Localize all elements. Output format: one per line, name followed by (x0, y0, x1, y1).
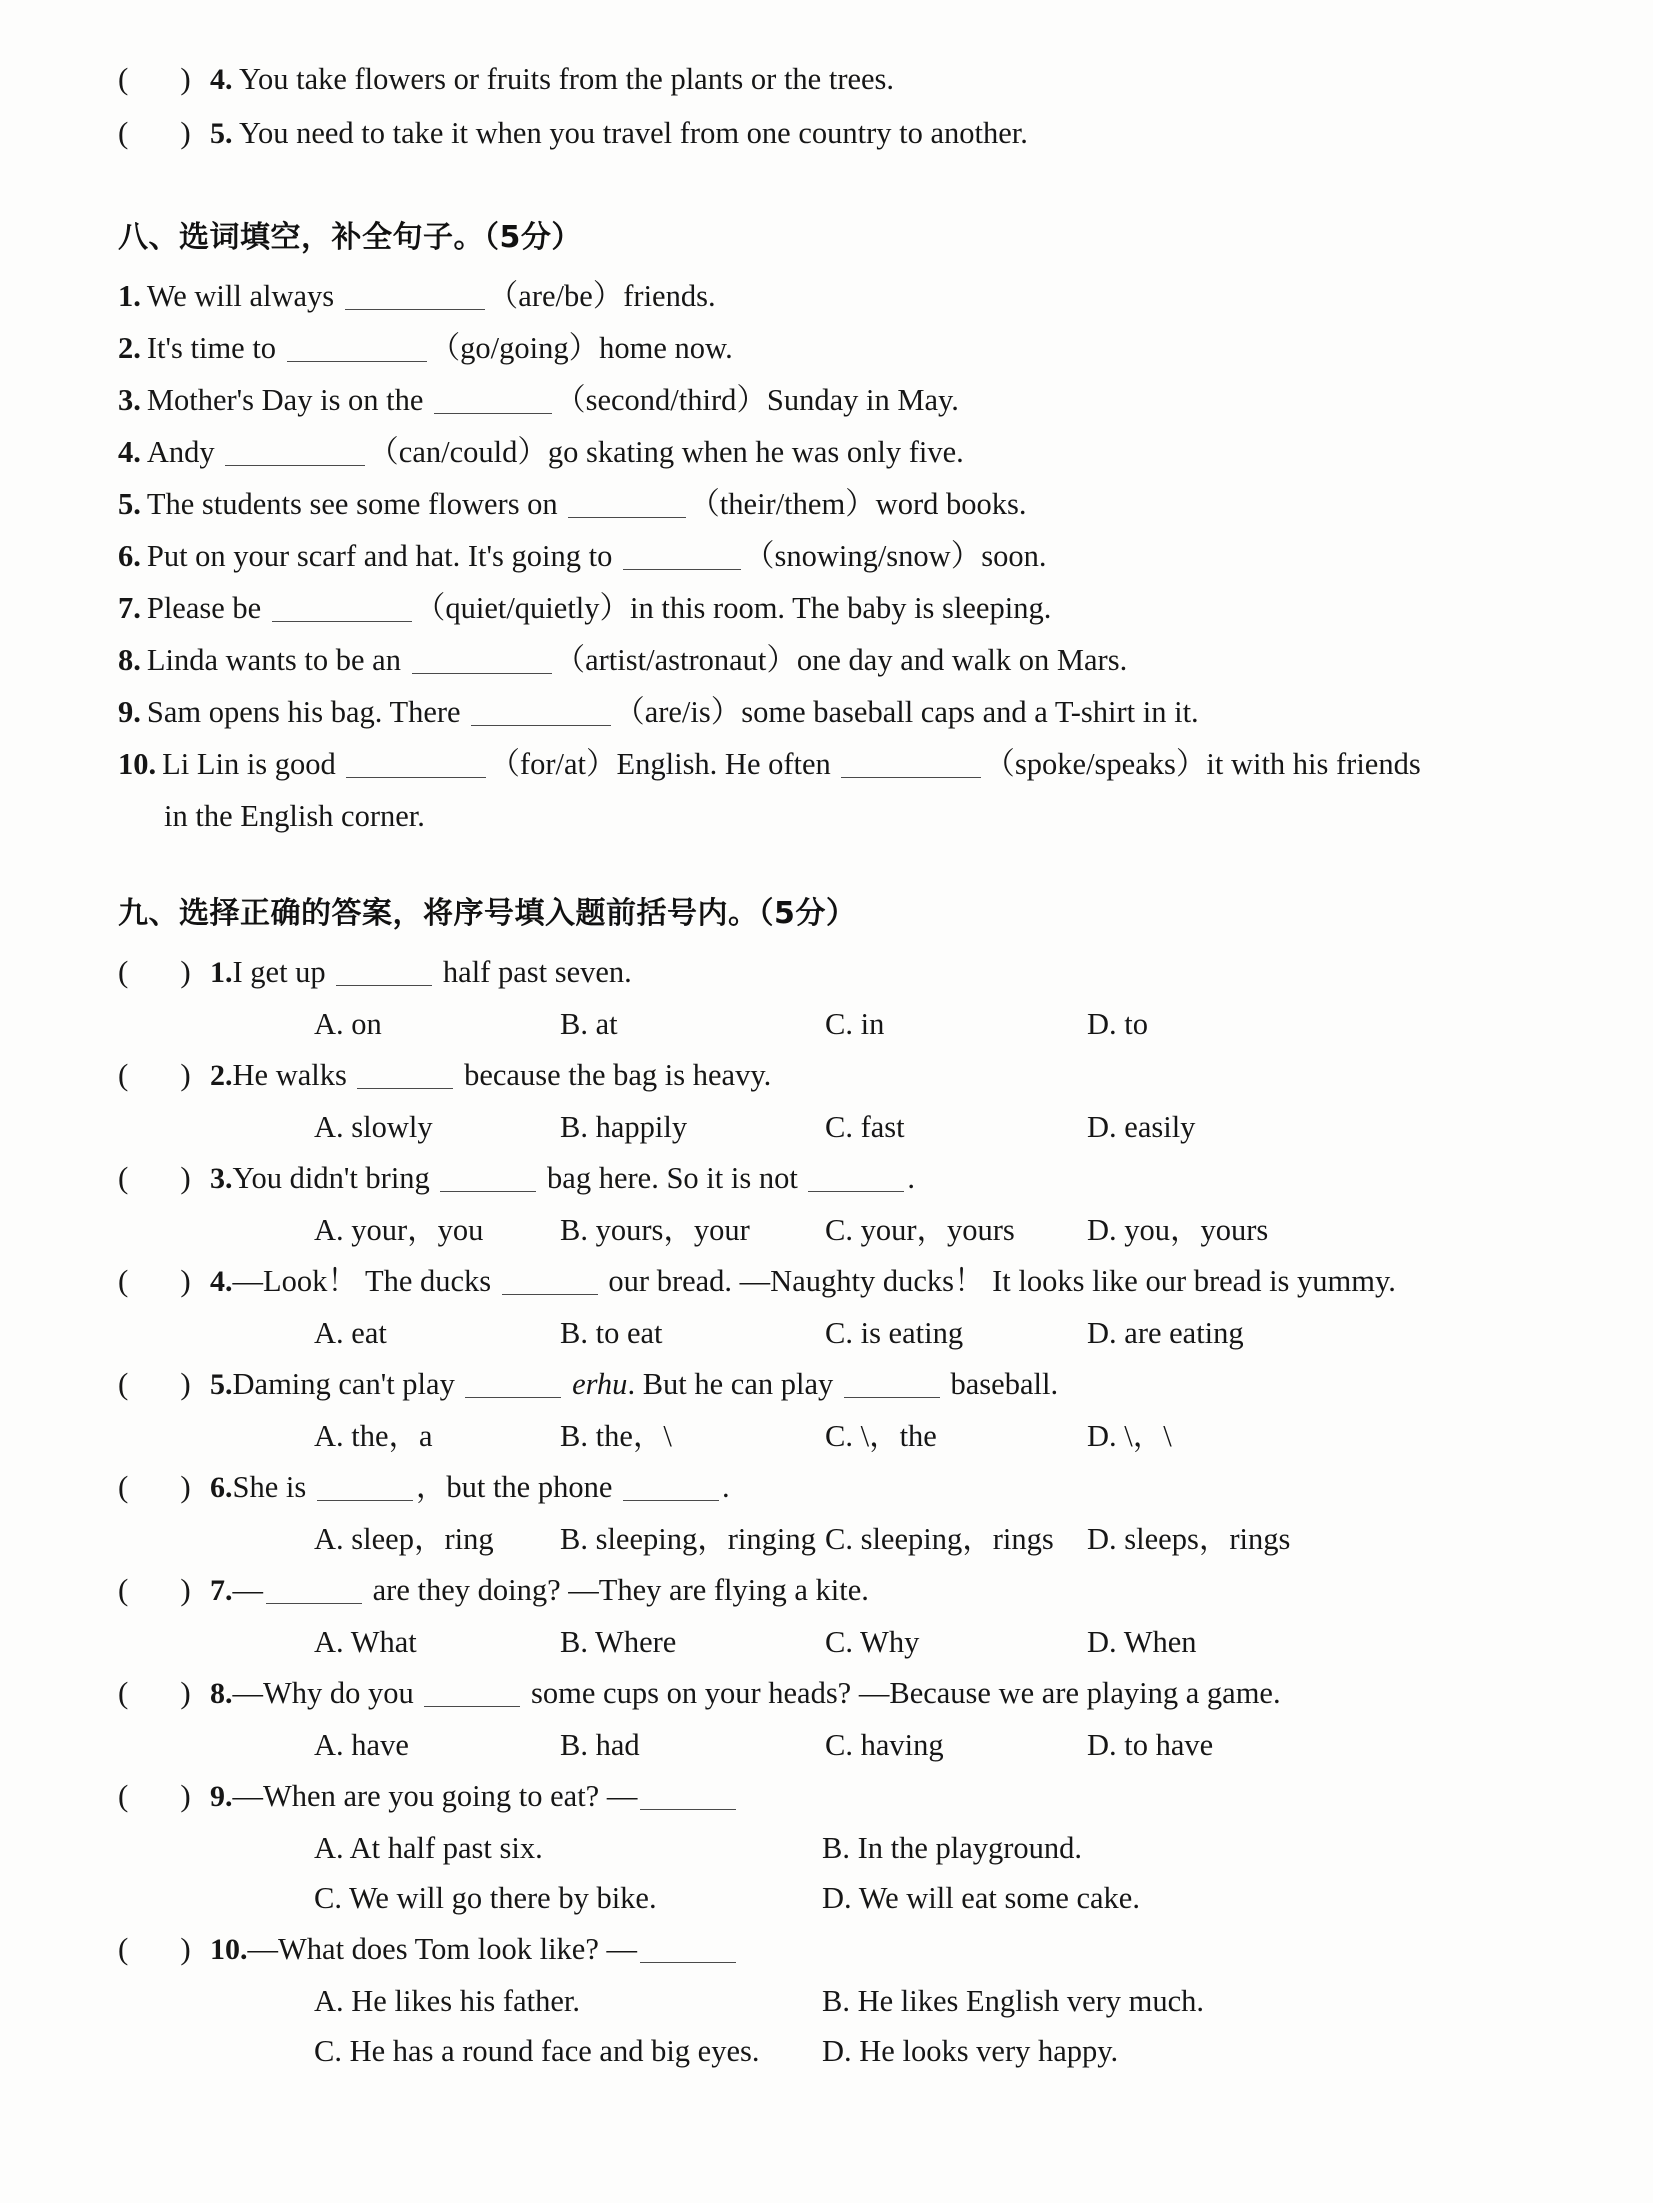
text-run: bag here. So it is not (539, 1161, 806, 1195)
text-run: . But he can play (627, 1367, 841, 1401)
text-run: （are/is）some baseball caps and a T-shirt in it. (614, 695, 1199, 729)
text-run: I get up (232, 955, 334, 989)
text-run: She is (232, 1470, 314, 1504)
answer-blank[interactable] (440, 1165, 536, 1192)
answer-blank[interactable] (502, 1268, 598, 1295)
item-number: 8. (118, 643, 141, 677)
text-run: （second/third）Sunday in May. (555, 383, 959, 417)
question-number: 5. (210, 1368, 233, 1401)
text-run: He walks (232, 1058, 355, 1092)
option-choice[interactable]: A. sleep，ring (314, 1522, 494, 1556)
option-choice[interactable]: D. you，yours (1087, 1213, 1269, 1247)
choice-question (118, 1358, 1558, 1411)
section-9-heading: 九、选择正确的答案，将序号填入题前括号内。（5分） (118, 896, 857, 931)
fill-blank-item (118, 634, 1558, 686)
page-content (118, 52, 1558, 2076)
option-row (118, 1102, 1558, 1152)
text-run: （can/could）go skating when he was only five. (368, 435, 964, 469)
text-run: Daming can't play (232, 1367, 463, 1401)
fill-blank-item (118, 582, 1558, 634)
question-number: 6. (210, 1471, 233, 1504)
option-choice[interactable]: D. We will eat some cake. (822, 1881, 1140, 1915)
judge-item (118, 106, 1558, 160)
answer-blank[interactable] (287, 335, 427, 362)
option-choice[interactable]: D. He looks very happy. (822, 2034, 1119, 2068)
text-run: our bread. —Naughty ducks！ It looks like our bread is yummy. (600, 1264, 1396, 1298)
question-stem (233, 1770, 740, 1822)
fill-blank-item (118, 374, 1558, 426)
text-run: some cups on your heads? —Because we are playing a game. (523, 1676, 1281, 1710)
item-number: 5. (210, 117, 233, 150)
answer-bracket[interactable]: ( ) (118, 1572, 191, 1607)
option-choice[interactable]: A. slowly (314, 1110, 433, 1144)
option-choice[interactable]: D. \，\ (1087, 1419, 1172, 1453)
text-run (564, 1367, 572, 1401)
text-run: Andy (146, 435, 223, 469)
answer-blank[interactable] (808, 1165, 904, 1192)
answer-blank[interactable] (841, 751, 981, 778)
item-number: 4. (118, 435, 141, 469)
option-row (118, 1205, 1558, 1255)
option-choice[interactable]: C. He has a round face and big eyes. (314, 2034, 760, 2068)
judge-item (118, 52, 1558, 106)
text-run: Linda wants to be an (146, 643, 409, 677)
item-number: 6. (118, 539, 141, 573)
question-number: 4. (210, 1265, 233, 1298)
answer-blank[interactable] (336, 959, 432, 986)
option-choice[interactable]: A. What (314, 1625, 417, 1659)
option-choice[interactable]: C. \，the (825, 1419, 937, 1453)
question-number: 9. (210, 1780, 233, 1813)
fill-blank-item (118, 426, 1558, 478)
text-run: You didn't bring (232, 1161, 438, 1195)
text-run: （spoke/speaks）it with his friends (984, 747, 1421, 781)
option-row (118, 1873, 1558, 1923)
option-choice[interactable]: B. Where (560, 1625, 677, 1659)
item-number: 7. (118, 591, 141, 625)
answer-blank[interactable] (272, 595, 412, 622)
option-choice[interactable]: D. easily (1087, 1110, 1196, 1144)
item-text: You take flowers or fruits from the plants or the trees. (232, 62, 895, 96)
question-stem (233, 946, 632, 998)
text-run: Put on your scarf and hat. It's going to (146, 539, 620, 573)
text-run: —What does Tom look like? — (247, 1932, 638, 1966)
option-choice[interactable]: A. on (314, 1007, 382, 1041)
answer-bracket[interactable]: ( ) (118, 1057, 191, 1092)
option-choice[interactable]: C. in (825, 1007, 885, 1041)
answer-bracket[interactable]: ( ) (118, 1778, 191, 1813)
text-run: because the bag is heavy. (456, 1058, 772, 1092)
section-8-heading: 八、选词填空，补全句子。（5分） (118, 220, 582, 255)
answer-blank[interactable] (568, 491, 686, 518)
choice-question (118, 1152, 1558, 1205)
option-row (118, 999, 1558, 1049)
option-row (118, 1308, 1558, 1358)
text-run: （snowing/snow）soon. (743, 539, 1047, 573)
text-run: ，but the phone (415, 1470, 620, 1504)
question-stem (233, 1152, 916, 1204)
option-row (118, 1514, 1558, 1564)
choice-question (118, 1049, 1558, 1102)
carryover-items (118, 52, 1558, 160)
item-number: 5. (118, 487, 141, 521)
answer-blank[interactable] (640, 1936, 736, 1963)
text-run: Sam opens his bag. There (146, 695, 469, 729)
option-choice[interactable]: A. eat (314, 1316, 387, 1350)
text-run: half past seven. (435, 955, 632, 989)
option-row (118, 1823, 1558, 1873)
option-choice[interactable]: D. to have (1087, 1728, 1214, 1762)
answer-blank[interactable] (225, 439, 365, 466)
choice-question (118, 1255, 1558, 1308)
text-run: The students see some flowers on (146, 487, 566, 521)
text-run: are they doing? —They are flying a kite. (365, 1573, 869, 1607)
option-choice[interactable]: D. When (1087, 1625, 1197, 1659)
question-number: 1. (210, 956, 233, 989)
answer-blank[interactable] (266, 1577, 362, 1604)
option-choice[interactable]: B. the，\ (560, 1419, 672, 1453)
item-number: 3. (118, 383, 141, 417)
question-stem (233, 1255, 1396, 1307)
item-continuation: in the English corner. (164, 799, 425, 833)
answer-blank[interactable] (623, 543, 741, 570)
option-choice[interactable]: B. He likes English very much. (822, 1984, 1205, 2018)
text-run: （for/at）English. He often (489, 747, 839, 781)
answer-bracket[interactable]: ( ) (118, 1160, 191, 1195)
item-number: 2. (118, 331, 141, 365)
answer-bracket[interactable]: ( ) (118, 954, 191, 989)
item-number: 10. (118, 747, 157, 781)
answer-blank[interactable] (345, 283, 485, 310)
question-stem (233, 1461, 730, 1513)
answer-blank[interactable] (346, 751, 486, 778)
text-run: We will always (146, 279, 342, 313)
answer-bracket[interactable]: ( ) (118, 1469, 191, 1504)
option-choice[interactable]: A. the，a (314, 1419, 433, 1453)
text-run: Please be (146, 591, 269, 625)
option-choice[interactable]: A. At half past six. (314, 1831, 543, 1865)
text-run: （quiet/quietly）in this room. The baby is sleeping. (414, 591, 1052, 625)
text-run: （are/be）friends. (487, 279, 716, 313)
text-run: Mother's Day is on the (146, 383, 432, 417)
question-number: 10. (210, 1933, 248, 1966)
fill-blank-item (118, 530, 1558, 582)
answer-blank[interactable] (412, 647, 552, 674)
option-choice[interactable]: D. are eating (1087, 1316, 1244, 1350)
option-row (118, 1976, 1558, 2026)
question-stem (248, 1923, 740, 1975)
text-run: . (907, 1161, 916, 1195)
text-run: . (722, 1470, 730, 1504)
text-run: （their/them）word books. (689, 487, 1027, 521)
question-stem (233, 1049, 772, 1101)
item-text: You need to take it when you travel from one country to another. (232, 116, 1028, 150)
answer-bracket[interactable]: ( ) (118, 1675, 191, 1710)
option-choice[interactable]: C. We will go there by bike. (314, 1881, 657, 1915)
fill-blank-item (118, 478, 1558, 530)
option-choice[interactable]: C. having (825, 1728, 944, 1762)
option-choice[interactable]: A. He likes his father. (314, 1984, 580, 2018)
item-number: 9. (118, 695, 141, 729)
text-run: （artist/astronaut）one day and walk on Mars. (554, 643, 1128, 677)
option-choice[interactable]: C. fast (825, 1110, 905, 1144)
answer-blank[interactable] (434, 387, 552, 414)
section-9-items (118, 946, 1558, 2076)
answer-bracket[interactable]: ( ) (118, 115, 191, 150)
option-choice[interactable]: B. happily (560, 1110, 688, 1144)
question-number: 8. (210, 1677, 233, 1710)
option-choice[interactable]: C. Why (825, 1625, 920, 1659)
answer-blank[interactable] (623, 1474, 719, 1501)
option-choice[interactable]: D. to (1087, 1007, 1148, 1041)
answer-bracket[interactable]: ( ) (118, 1366, 191, 1401)
choice-question (118, 1461, 1558, 1514)
fill-blank-item (118, 322, 1558, 374)
answer-blank[interactable] (357, 1062, 453, 1089)
question-number: 2. (210, 1059, 233, 1092)
option-choice[interactable]: B. at (560, 1007, 618, 1041)
text-run: —Look！ The ducks (232, 1264, 499, 1298)
question-number: 7. (210, 1574, 233, 1607)
option-choice[interactable]: B. sleeping，ringing (560, 1522, 816, 1556)
italic-word: erhu (572, 1367, 628, 1401)
question-number: 3. (210, 1162, 233, 1195)
option-choice[interactable]: B. to eat (560, 1316, 663, 1350)
text-run: It's time to (146, 331, 284, 365)
text-run: （go/going）home now. (429, 331, 733, 365)
option-choice[interactable]: B. In the playground. (822, 1831, 1083, 1865)
text-run: — (232, 1573, 263, 1607)
option-choice[interactable]: B. yours，your (560, 1213, 750, 1247)
option-choice[interactable]: D. sleeps，rings (1087, 1522, 1291, 1556)
answer-blank[interactable] (424, 1680, 520, 1707)
option-choice[interactable]: A. have (314, 1728, 409, 1762)
choice-question (118, 1770, 1558, 1823)
option-choice[interactable]: C. is eating (825, 1316, 964, 1350)
fill-blank-item (118, 270, 1558, 322)
text-run: baseball. (942, 1367, 1059, 1401)
option-row (118, 1411, 1558, 1461)
choice-question (118, 946, 1558, 999)
option-choice[interactable]: C. your，yours (825, 1213, 1015, 1247)
answer-blank[interactable] (471, 699, 611, 726)
question-stem (233, 1667, 1281, 1719)
answer-blank[interactable] (844, 1371, 940, 1398)
text-run: Li Lin is good (162, 747, 344, 781)
item-number: 4. (210, 63, 233, 96)
answer-bracket[interactable]: ( ) (118, 61, 191, 96)
fill-blank-item (118, 686, 1558, 738)
answer-blank[interactable] (317, 1474, 413, 1501)
item-number: 1. (118, 279, 141, 313)
question-stem (233, 1564, 869, 1616)
option-choice[interactable]: C. sleeping，rings (825, 1522, 1054, 1556)
option-choice[interactable]: B. had (560, 1728, 640, 1762)
choice-question (118, 1667, 1558, 1720)
answer-bracket[interactable]: ( ) (118, 1263, 191, 1298)
option-row (118, 1617, 1558, 1667)
option-row (118, 1720, 1558, 1770)
answer-blank[interactable] (465, 1371, 561, 1398)
answer-blank[interactable] (640, 1783, 736, 1810)
text-run: —Why do you (232, 1676, 422, 1710)
question-stem (233, 1358, 1059, 1410)
fill-blank-item (118, 738, 1558, 790)
choice-question (118, 1564, 1558, 1617)
section-8-items (118, 270, 1558, 842)
option-row (118, 2026, 1558, 2076)
option-choice[interactable]: A. your，you (314, 1213, 484, 1247)
choice-question (118, 1923, 1558, 1976)
text-run: —When are you going to eat? — (232, 1779, 638, 1813)
answer-bracket[interactable]: ( ) (118, 1931, 191, 1966)
